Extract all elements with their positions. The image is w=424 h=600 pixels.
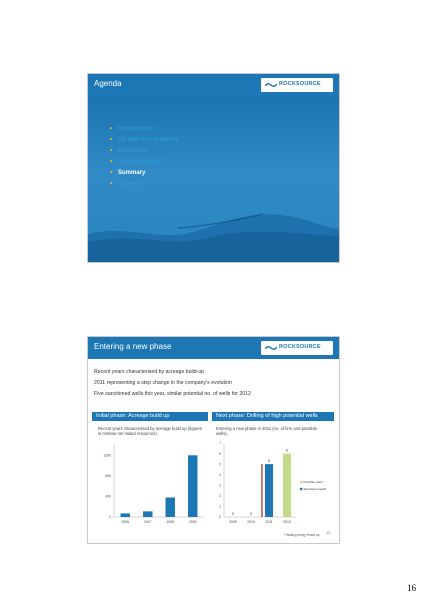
panel-title-initial-phase: Initial phase: Acreage build up <box>92 412 208 421</box>
bar <box>166 497 175 517</box>
rocksource-logo-icon <box>265 82 277 88</box>
y-tick-label: 1200 <box>103 453 111 458</box>
y-tick-label: 3 <box>219 483 221 488</box>
agenda-item: • Financials <box>110 146 179 157</box>
bar <box>121 513 130 517</box>
bar <box>143 511 152 517</box>
y-tick-label: 400 <box>105 494 111 499</box>
slide-header <box>88 337 339 359</box>
slide-header <box>88 74 339 96</box>
agenda-item: • Portfolio update <box>110 157 179 168</box>
y-tick-label: 6 <box>219 451 221 456</box>
summary-points <box>94 367 251 400</box>
y-tick-label: 5 <box>219 462 221 467</box>
slide-title: Agenda <box>94 79 122 88</box>
x-tick-label: 2009 <box>188 520 197 524</box>
data-label: 0 <box>232 512 234 516</box>
slide-agenda <box>87 73 340 263</box>
legend-label: Possible wells * <box>303 480 325 484</box>
y-tick-label: 0 <box>109 515 111 520</box>
wells-bar-chart <box>212 439 334 529</box>
bar <box>283 454 291 517</box>
agenda-item: • Appendix <box>110 179 179 190</box>
y-tick-label: 4 <box>219 472 221 477</box>
slide-number: 15 <box>326 530 331 535</box>
x-tick-label: 2008 <box>166 520 175 524</box>
slide-title: Entering a new phase <box>94 342 172 351</box>
agenda-item: • Introduction <box>110 124 179 135</box>
legend-label: Sanctioned wells <box>303 487 327 491</box>
y-tick-label: 800 <box>105 474 111 479</box>
legend-swatch <box>300 488 302 490</box>
y-tick-label: 2 <box>219 494 221 499</box>
summary-point: Recent years characterised by acreage build-up <box>94 369 205 375</box>
chart-caption-wells: Entering a new phase in 2011 (no. of firm and possible wells). <box>216 426 317 436</box>
legend-swatch <box>300 481 302 483</box>
data-label: 6 <box>286 448 288 453</box>
summary-point: 2011 representing a step change in the company's evolution <box>94 380 232 386</box>
x-tick-label: 2012 <box>283 520 291 524</box>
x-tick-label: 2011 <box>265 520 273 524</box>
slide-new-phase <box>87 336 340 544</box>
panel-title-next-phase: Next phase: Drilling of high potential wells <box>212 412 334 421</box>
company-logo <box>261 78 333 92</box>
y-tick-label: 7 <box>219 441 221 446</box>
rocksource-logo-icon <box>265 345 277 351</box>
y-tick-label: 0 <box>219 515 221 520</box>
wave-decoration <box>88 202 339 262</box>
summary-point: Five sanctioned wells this year, similar potential no. of wells for 2012 <box>94 391 251 397</box>
agenda-item: • Oil and recent events <box>110 135 179 146</box>
acreage-bar-chart <box>92 439 210 529</box>
logo-text: ROCKSOURCE <box>279 81 321 87</box>
logo-text: ROCKSOURCE <box>279 344 321 350</box>
bar <box>265 464 273 517</box>
agenda-item: • Summary <box>110 168 179 179</box>
chart-caption-acreage: Recent years characterised by acreage build up (figures in mmboe net risked resources). <box>98 426 202 436</box>
agenda-background <box>88 96 339 262</box>
company-logo <box>261 341 333 355</box>
x-tick-label: 2009 <box>229 520 237 524</box>
data-label: 0 <box>250 512 252 516</box>
bar <box>188 455 197 517</box>
x-tick-label: 2006 <box>121 520 130 524</box>
footnote: * Waiting being firmed up <box>284 533 320 537</box>
data-label: 5 <box>268 459 270 464</box>
agenda-list <box>110 124 179 190</box>
y-tick-label: 1 <box>219 504 221 509</box>
page-number: 16 <box>407 583 416 593</box>
x-tick-label: 2010 <box>247 520 255 524</box>
x-tick-label: 2007 <box>143 520 152 524</box>
